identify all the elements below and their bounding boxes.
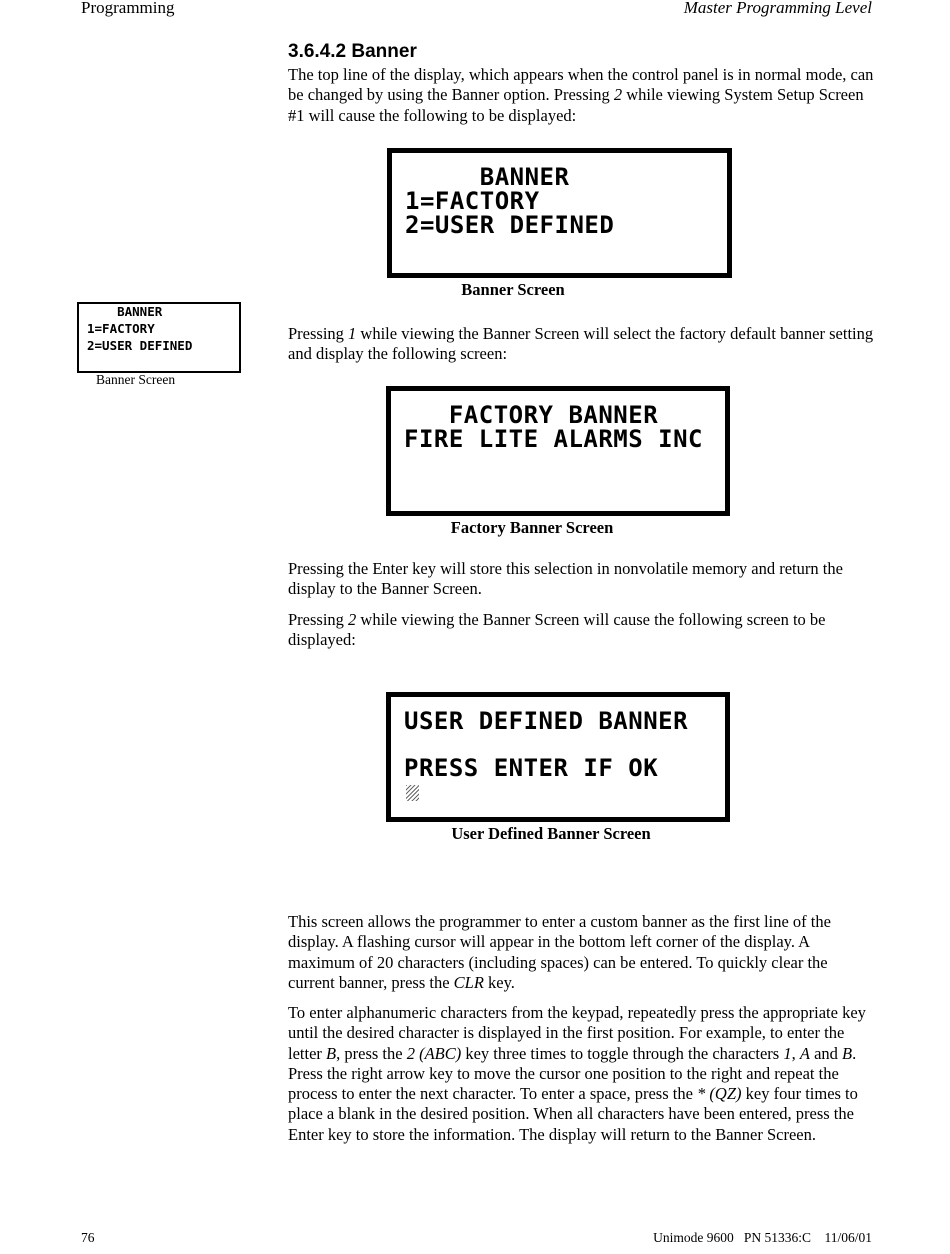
section-heading: 3.6.4.2 Banner bbox=[288, 41, 417, 62]
user-defined-banner-caption: User Defined Banner Screen bbox=[451, 824, 651, 843]
page-number: 76 bbox=[81, 1230, 95, 1245]
lcd-line: FIRE LITE ALARMS INC bbox=[404, 425, 703, 453]
lcd-line: BANNER bbox=[87, 304, 163, 319]
press-1-paragraph: Pressing 1 while viewing the Banner Screen will select the factory default banner setting and display the following screen: bbox=[288, 324, 874, 364]
lcd-line: 2=USER DEFINED bbox=[405, 211, 615, 239]
factory-banner-screen-display bbox=[386, 386, 730, 516]
factory-banner-caption: Factory Banner Screen bbox=[450, 518, 614, 537]
lcd-line: FACTORY BANNER bbox=[404, 401, 659, 429]
intro-paragraph: The top line of the display, which appears when the control panel is in normal mode, can be changed by using the Banner option. Pressing 2 while viewing System Setup Screen #1 will cause the following to be displayed: bbox=[288, 65, 874, 125]
header-chapter-title: Master Programming Level bbox=[683, 0, 872, 17]
lcd-line: 1=FACTORY bbox=[87, 321, 155, 336]
sidebar-caption: Banner Screen bbox=[96, 372, 176, 387]
lcd-line: PRESS ENTER IF OK bbox=[404, 754, 659, 782]
sidebar-banner-screen bbox=[77, 302, 241, 373]
enter-key-paragraph: Pressing the Enter key will store this selection in nonvolatile memory and return the display to the Banner Screen. bbox=[288, 559, 843, 599]
lcd-line: USER DEFINED BANNER bbox=[404, 707, 689, 735]
header-section-title: Programming bbox=[81, 0, 175, 17]
user-defined-banner-screen-display bbox=[386, 692, 730, 822]
document-id: Unimode 9600 PN 51336:C 11/06/01 bbox=[653, 1230, 872, 1245]
custom-banner-paragraph: This screen allows the programmer to enter a custom banner as the first line of the display. A flashing cursor will appear in the bottom left corner of the display. A maximum of 20 characters (including spaces) can be entered. To quickly clear the current banner, press the CLR key. bbox=[288, 912, 831, 992]
alphanumeric-entry-paragraph: To enter alphanumeric characters from the keypad, repeatedly press the appropriate key until the desired character is displayed in the first position. For example, to enter the letter B, press the 2 (ABC) key three times to toggle through the characters 1, A and B. Press the right arrow key to move the cursor one position to the right and repeat the process to enter the next character. To enter a space, press the * (QZ) key four times to place a blank in the desired position. When all characters have been entered, press the Enter key to store the information. The display will return to the Banner Screen. bbox=[288, 1003, 866, 1144]
flashing-cursor-icon bbox=[406, 785, 419, 801]
lcd-line: 1=FACTORY bbox=[405, 187, 540, 215]
lcd-line: BANNER bbox=[405, 163, 570, 191]
lcd-line: 2=USER DEFINED bbox=[87, 338, 193, 353]
press-2-paragraph: Pressing 2 while viewing the Banner Screen will cause the following screen to be displayed: bbox=[288, 610, 826, 650]
banner-screen-display bbox=[387, 148, 732, 278]
banner-screen-caption: Banner Screen bbox=[461, 280, 565, 299]
